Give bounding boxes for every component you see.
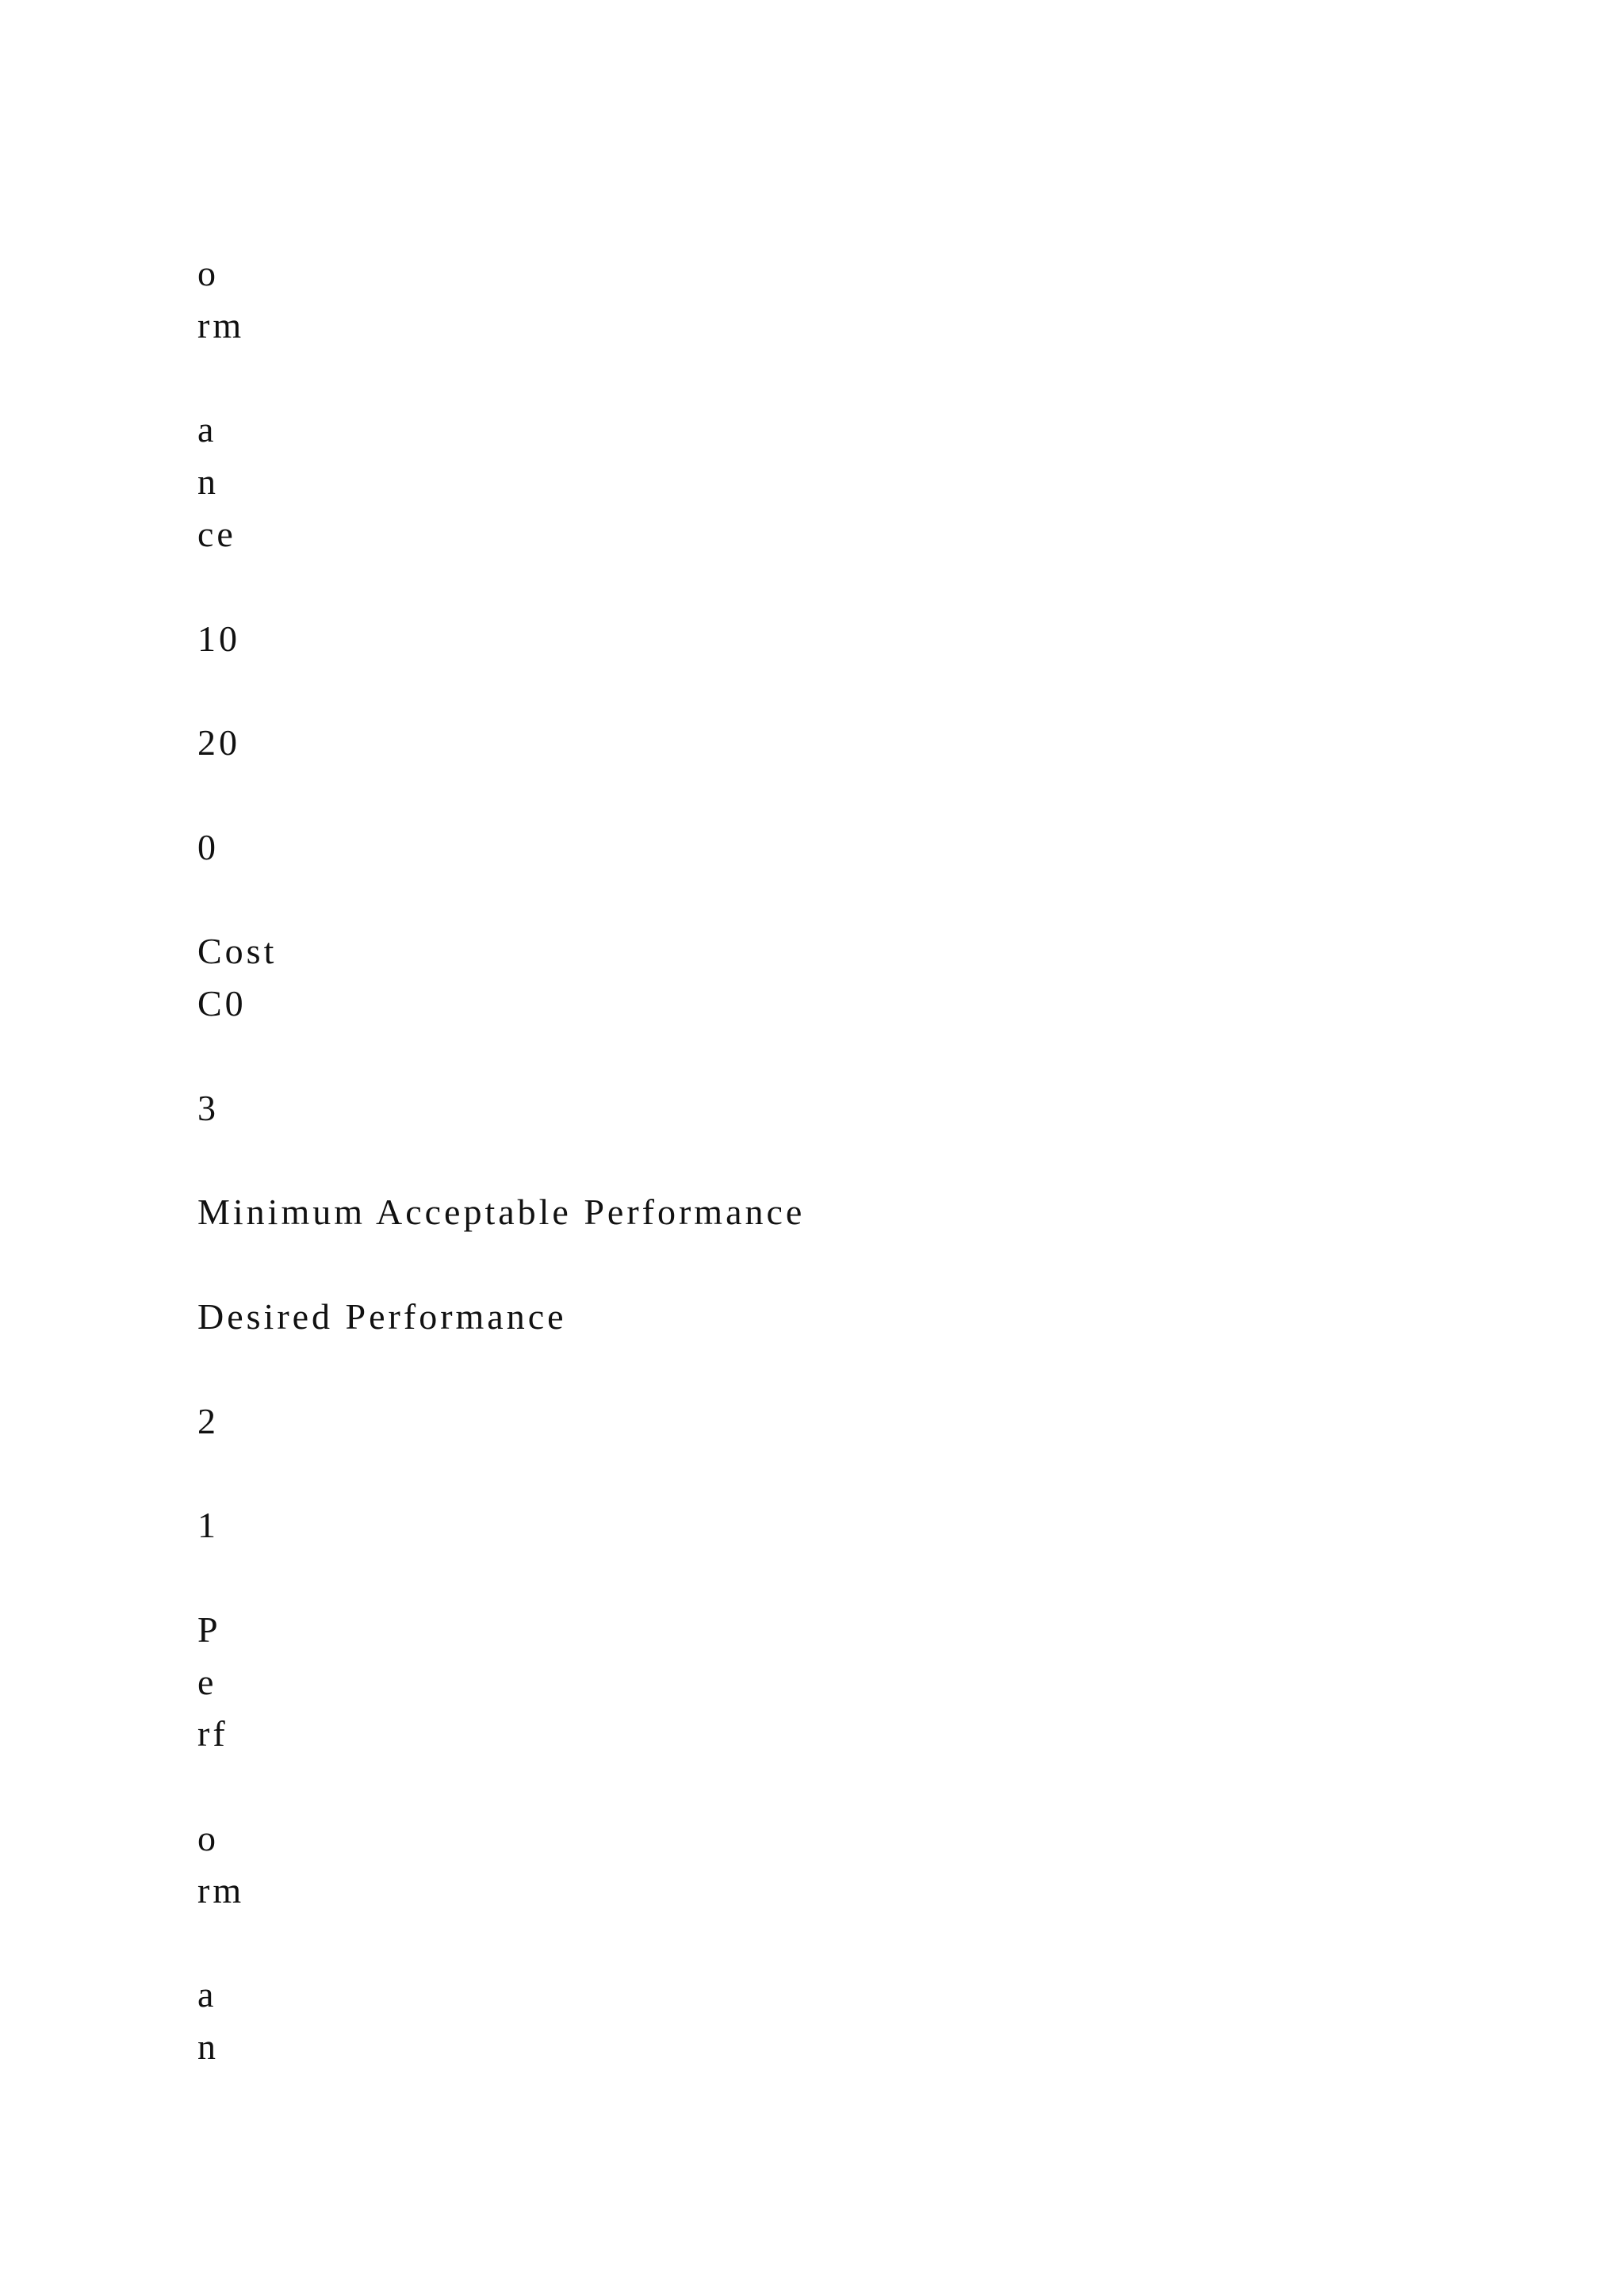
blank-line — [197, 1238, 805, 1291]
blank-line — [197, 1030, 805, 1082]
blank-line — [197, 1760, 805, 1812]
text-line: n — [197, 461, 219, 503]
text-line: rm — [197, 1869, 245, 1911]
text-line: ce — [197, 513, 236, 554]
text-line: C0 — [197, 983, 247, 1024]
text-line: 20 — [197, 722, 240, 763]
text-line: rm — [197, 304, 245, 346]
blank-line — [197, 1135, 805, 1187]
text-line: Minimum Acceptable Performance — [197, 1192, 806, 1233]
text-line: 10 — [197, 618, 240, 659]
text-line: a — [197, 409, 217, 450]
text-line: o — [197, 253, 219, 293]
text-line: 0 — [197, 826, 219, 867]
blank-line — [197, 1917, 805, 1969]
text-line: 1 — [197, 1505, 219, 1546]
text-line: Cost — [197, 931, 278, 972]
text-line: 2 — [197, 1400, 219, 1441]
text-line: a — [197, 1974, 217, 2015]
text-line: Desired Performance — [197, 1295, 567, 1337]
text-line: rf — [197, 1713, 228, 1755]
blank-line — [197, 352, 805, 404]
text-line: o — [197, 1817, 219, 1858]
text-line: e — [197, 1661, 217, 1702]
blank-line — [197, 1343, 805, 1395]
blank-line — [197, 1552, 805, 1604]
blank-line — [197, 769, 805, 821]
text-line: n — [197, 2026, 219, 2068]
blank-line — [197, 1447, 805, 1499]
blank-line — [197, 874, 805, 926]
blank-line — [197, 664, 805, 717]
text-line: P — [197, 1609, 221, 1650]
blank-line — [197, 561, 805, 613]
text-body — [197, 247, 805, 2073]
text-line: 3 — [197, 1087, 219, 1128]
